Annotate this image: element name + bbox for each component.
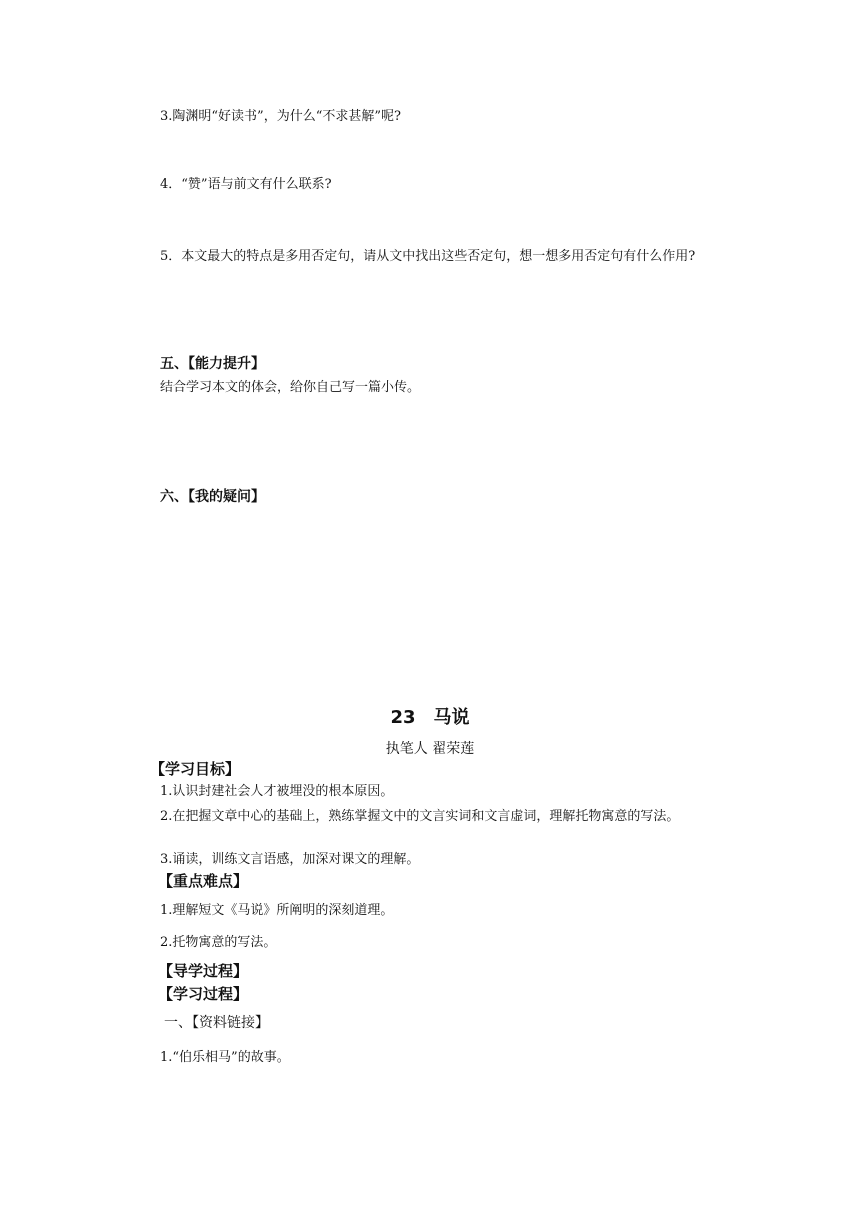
resource-heading: 一、【资料链接】: [164, 1015, 269, 1031]
objectives-heading: 【学习目标】: [150, 760, 241, 778]
objective-item: 2.在把握文章中心的基础上，熟练掌握文中的文言实词和文言虚词，理解托物寓意的写法。: [160, 809, 680, 824]
guide-heading: 【导学过程】: [158, 962, 249, 980]
section-6-heading: 六、【我的疑问】: [160, 489, 265, 505]
objective-item: 3.诵读，训练文言语感，加深对课文的理解。: [160, 852, 420, 867]
resource-item: 1.“伯乐相马”的故事。: [160, 1050, 290, 1065]
question-5: 5．本文最大的特点是多用否定句，请从文中找出这些否定句，想一想多用否定句有什么作用?: [160, 249, 696, 264]
lesson-number: 23: [390, 707, 416, 728]
section-5-heading: 五、【能力提升】: [160, 356, 265, 372]
question-3: 3.陶渊明“好读书”，为什么“不求甚解”呢?: [160, 109, 401, 124]
lesson-title-text: 马说: [433, 707, 470, 728]
section-5-text: 结合学习本文的体会，给你自己写一篇小传。: [160, 380, 421, 395]
lesson-author: 执笔人 翟荣莲: [385, 741, 475, 757]
keypoint-item: 1.理解短文《马说》所阐明的深刻道理。: [160, 903, 394, 918]
process-heading: 【学习过程】: [158, 985, 249, 1003]
keypoints-heading: 【重点难点】: [158, 872, 249, 890]
objective-item: 1.认识封建社会人才被埋没的根本原因。: [160, 784, 394, 799]
lesson-title: [0, 703, 860, 729]
question-4: 4．“赞”语与前文有什么联系?: [160, 177, 332, 192]
keypoint-item: 2.托物寓意的写法。: [160, 935, 277, 950]
